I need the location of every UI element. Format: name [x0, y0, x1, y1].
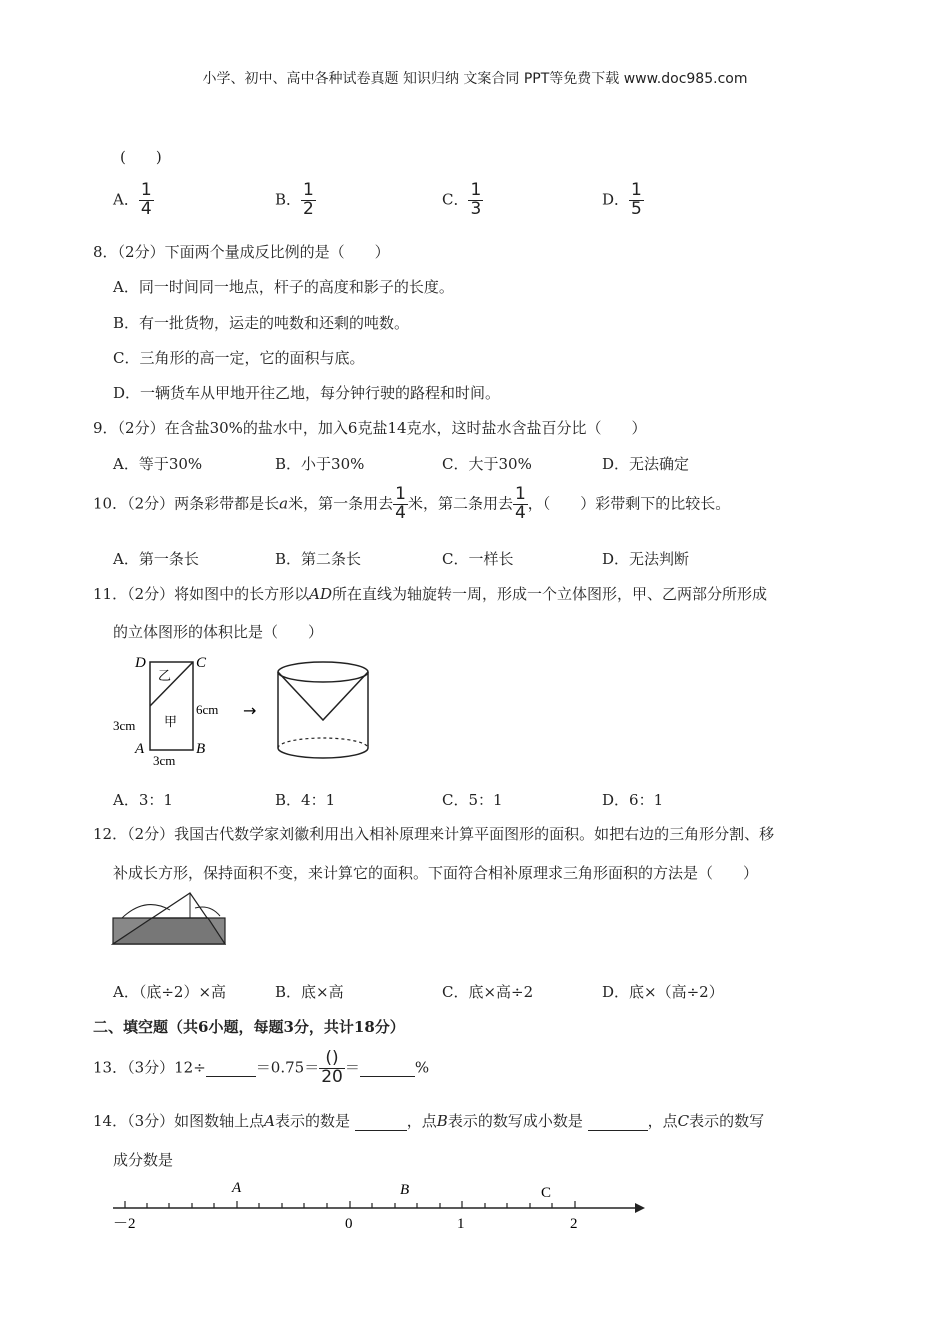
- q11-figure: [110, 650, 380, 770]
- q10-option-d: D．无法判断: [602, 550, 690, 568]
- q12-option-b: B．底×高: [275, 983, 344, 1001]
- q7-option-c-fraction: $\frac{1}{3}$: [470, 180, 482, 219]
- q7-option-d: D． $\frac{1}{5}$: [602, 180, 642, 219]
- q11-option-b: B．4：1: [275, 791, 336, 809]
- q10-fraction-1: $\frac{1}{4}$: [395, 484, 406, 523]
- q9-option-c: C．大于30%: [442, 455, 532, 473]
- q12-figure: [110, 888, 230, 950]
- q9-option-d: D．无法确定: [602, 455, 690, 473]
- q8-option-d: D．一辆货车从甲地开往乙地，每分钟行驶的路程和时间。: [113, 384, 501, 402]
- q13-fraction: $\frac{()}{20}$: [321, 1048, 343, 1087]
- point-b-label: B: [400, 1182, 410, 1198]
- number-line: [105, 1170, 650, 1235]
- label-yi: 乙: [158, 669, 172, 684]
- q9-option-b: B．小于30%: [275, 455, 365, 473]
- q12-option-a: A．（底÷2）×高: [113, 983, 227, 1001]
- q8-option-c: C．三角形的高一定，它的面积与底。: [113, 349, 365, 367]
- tick-label-minus-2: －2: [113, 1216, 136, 1232]
- q8-stem: 8．（2分）下面两个量成反比例的是（ ）: [93, 243, 390, 261]
- q13-blank-2: [360, 1058, 415, 1077]
- q9-option-a: A．等于30%: [113, 455, 203, 473]
- cylinder-bottom-back: [278, 738, 368, 748]
- q12-stem-line2: 补成长方形，保持面积不变，来计算它的面积。下面符合相补原理求三角形面积的方法是（ ）: [113, 864, 759, 882]
- q12-option-d: D．底×（高÷2）: [602, 983, 724, 1001]
- q9-stem: 9．（2分）在含盐30%的盐水中，加入6克盐14克水，这时盐水含盐百分比（ ）: [93, 419, 647, 437]
- label-b: B: [196, 741, 206, 757]
- section-2-heading: 二、填空题（共6小题，每题3分，共计18分）: [93, 1018, 405, 1036]
- q7-option-b-fraction: $\frac{1}{2}$: [303, 180, 314, 219]
- q7-option-c: C． $\frac{1}{3}$: [442, 180, 482, 219]
- q13-stem: 13．（3分）12÷ ＝0.75＝ $\frac{()}{20}$ ＝ %: [93, 1048, 430, 1087]
- point-c-label: C: [541, 1185, 552, 1201]
- cylinder-top: [278, 662, 368, 682]
- rectangle-diagonal: [150, 662, 193, 706]
- q10-stem: 10．（2分）两条彩带都是长a米，第一条用去 $\frac{1}{4}$ 米，第二条用去 $\frac{1}{4}$ ，（ ）彩带剩下的比较长。: [93, 484, 731, 523]
- rotation-arrow: →: [243, 701, 257, 720]
- q13-blank-1: [206, 1058, 256, 1077]
- label-a: A: [135, 741, 145, 757]
- axis-arrow: [635, 1203, 645, 1213]
- label-jia: 甲: [164, 715, 178, 730]
- q7-option-a-fraction: $\frac{1}{4}$: [140, 180, 152, 219]
- q11-stem-line1: 11．（2分）将如图中的长方形以AD所在直线为轴旋转一周，形成一个立体图形，甲、乙两部分所形成: [93, 585, 768, 603]
- label-c: C: [196, 655, 207, 671]
- q7-answer-blank: ( ): [120, 148, 162, 166]
- q7-option-d-fraction: $\frac{1}{5}$: [631, 180, 642, 219]
- q12-stem-line1: 12．（2分）我国古代数学家刘徽利用出入相补原理来计算平面图形的面积。如把右边的三角形分割、移: [93, 825, 775, 843]
- point-a-label: A: [232, 1180, 242, 1196]
- axis-ticks: [125, 1201, 575, 1208]
- q11-option-c: C．5：1: [442, 791, 503, 809]
- q10-option-c: C．一样长: [442, 550, 514, 568]
- tick-label-0: 0: [345, 1216, 353, 1232]
- q7-option-a: A． $\frac{1}{4}$: [113, 180, 152, 219]
- q11-option-a: A．3：1: [113, 791, 173, 809]
- page-header: 小学、初中、高中各种试卷真题 知识归纳 文案合同 PPT等免费下载 www.doc985.com: [202, 71, 748, 87]
- q11-stem-line2: 的立体图形的体积比是（ ）: [113, 623, 324, 641]
- q10-option-b: B．第二条长: [275, 550, 362, 568]
- q7-option-b: B． $\frac{1}{2}$: [275, 180, 314, 219]
- label-d: D: [135, 655, 146, 671]
- q14-stem-line2: 成分数是: [113, 1151, 174, 1169]
- tick-label-2: 2: [570, 1216, 578, 1232]
- label-right-length: 6cm: [196, 702, 219, 717]
- tick-label-1: 1: [457, 1216, 465, 1232]
- q11-option-d: D．6：1: [602, 791, 664, 809]
- q8-option-a: A．同一时间同一地点，杆子的高度和影子的长度。: [113, 278, 454, 296]
- q14-blank-2: [588, 1112, 648, 1131]
- label-left-length: 3cm: [113, 718, 136, 733]
- q10-fraction-2: $\frac{1}{4}$: [514, 484, 526, 523]
- q14-blank-1: [355, 1112, 407, 1131]
- q8-option-b: B．有一批货物，运走的吨数和还剩的吨数。: [113, 314, 410, 332]
- q12-option-c: C．底×高÷2: [442, 983, 534, 1001]
- label-bottom-length: 3cm: [153, 753, 176, 768]
- q10-option-a: A．第一条长: [113, 550, 199, 568]
- rectangle-abcd: [150, 662, 193, 750]
- q14-stem-line1: 14．（3分）如图数轴上点A表示的数是 ，点B表示的数写成小数是 ，点C表示的数写: [93, 1112, 765, 1130]
- cylinder-bottom-front: [278, 748, 368, 758]
